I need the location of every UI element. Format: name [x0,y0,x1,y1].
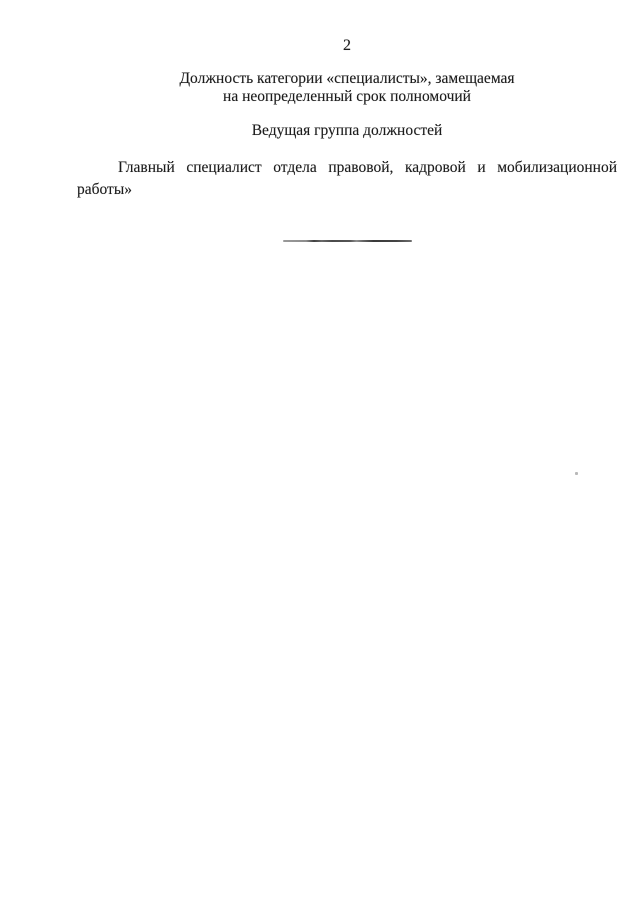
heading-line-2: на неопределенный срок полномочий [223,87,471,105]
heading-line-1: Должность категории «специалисты», замещаемая [179,70,515,87]
signature-divider-line [283,240,412,242]
paragraph-line-1: Главный специалист отдела правовой, кадровой и мобилизационной [118,159,617,176]
paragraph-line-2: работы» [77,181,132,198]
document-heading [77,70,617,105]
body-paragraph [77,157,617,201]
scan-artifact-speck [575,472,578,475]
document-subheading: Ведущая группа должностей [251,122,443,139]
page-number: 2 [343,37,351,54]
